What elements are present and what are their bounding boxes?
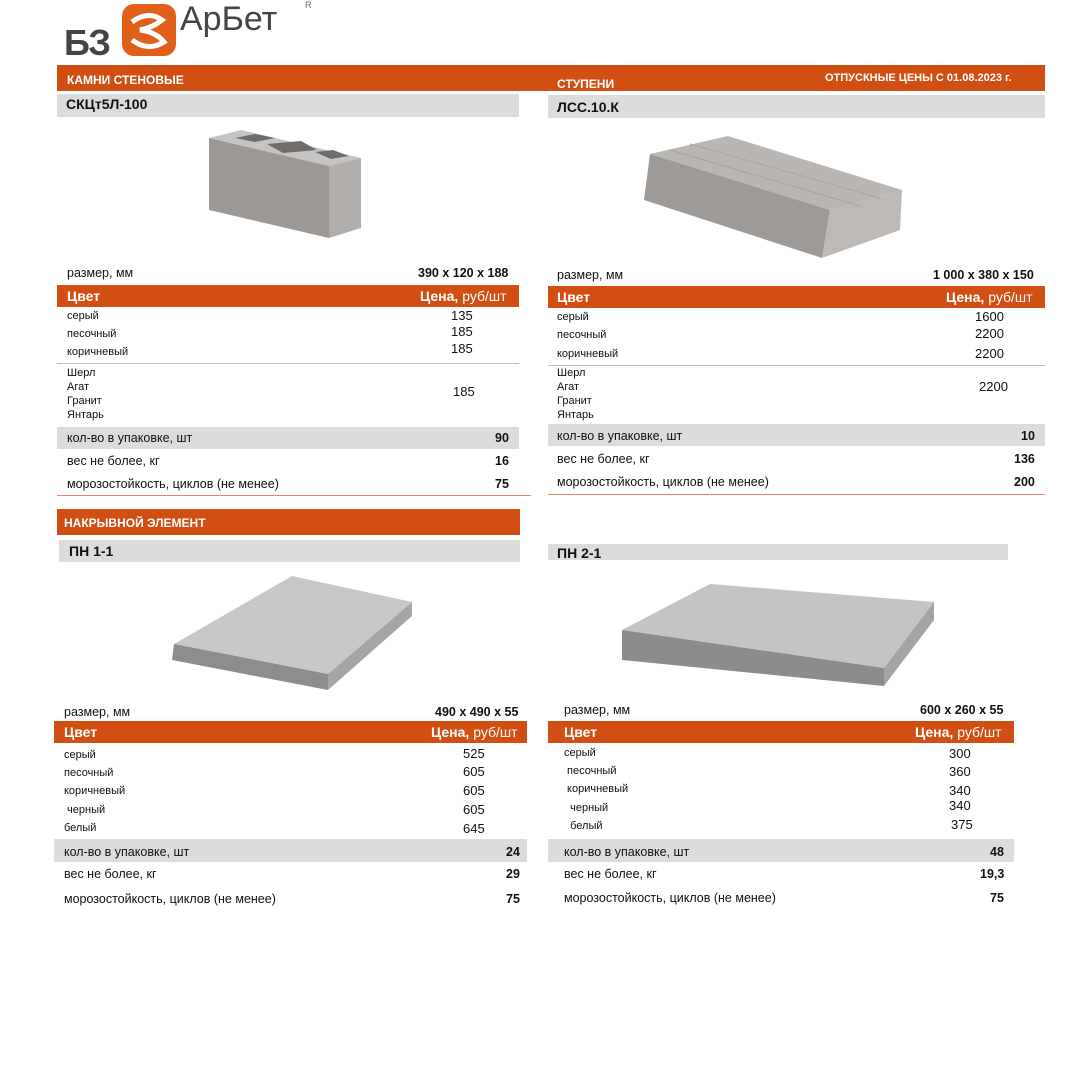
color-price: 185: [451, 324, 473, 339]
color-price: 375: [951, 817, 973, 832]
color-name: коричневый: [64, 785, 126, 797]
size-label: размер, мм: [557, 268, 624, 282]
frost-value: 200: [1014, 475, 1035, 489]
color-name: коричневый: [67, 346, 129, 358]
color-name: песочный: [64, 767, 114, 779]
divider: [57, 363, 519, 364]
color-price: 2200: [975, 346, 1004, 361]
color-price: 360: [949, 764, 971, 779]
model-band: [548, 544, 1008, 560]
color-name: коричневый: [557, 348, 619, 360]
weight-label: вес не более, кг: [557, 452, 650, 466]
pack-label: кол-во в упаковке, шт: [557, 429, 683, 443]
color-name: серый: [564, 747, 596, 759]
group-color-name: Шерл: [557, 367, 586, 379]
size-label: размер, мм: [67, 266, 134, 280]
col-color: Цвет: [557, 289, 591, 305]
color-price: 605: [463, 764, 485, 779]
col-color: Цвет: [564, 724, 598, 740]
frost-label: морозостойкость, циклов (не менее): [64, 892, 276, 906]
group-color-name: Агат: [557, 381, 580, 393]
section-title-walls: КАМНИ СТЕНОВЫЕ: [67, 73, 184, 87]
model-name: ПН 2-1: [557, 545, 602, 561]
weight-value: 19,3: [980, 867, 1005, 881]
color-price: 645: [463, 821, 485, 836]
cover-slab-image: [618, 582, 938, 688]
pack-label: кол-во в упаковке, шт: [564, 845, 690, 859]
col-price: Цена, руб/шт: [946, 289, 1033, 305]
pack-value: 48: [990, 845, 1004, 859]
color-name: черный: [564, 802, 609, 814]
col-color: Цвет: [67, 288, 101, 304]
model-band: [548, 95, 1045, 118]
frost-label: морозостойкость, циклов (не менее): [564, 891, 776, 905]
col-price: Цена, руб/шт: [420, 288, 507, 304]
pack-value: 10: [1021, 429, 1035, 443]
frost-label: морозостойкость, циклов (не менее): [67, 477, 279, 491]
weight-value: 136: [1014, 452, 1035, 466]
frost-value: 75: [990, 891, 1004, 905]
color-price: 605: [463, 802, 485, 817]
color-name: песочный: [564, 765, 617, 777]
group-color-name: Шерл: [67, 367, 96, 379]
logo-swoosh-icon: [118, 2, 180, 58]
prices-date-note: ОТПУСКНЫЕ ЦЕНЫ С 01.08.2023 г.: [825, 72, 1012, 84]
group-color-name: Гранит: [557, 395, 592, 407]
size-label: размер, мм: [64, 705, 131, 719]
size-value: 1 000 х 380 х 150: [933, 268, 1034, 282]
divider: [548, 365, 1045, 366]
color-price: 340: [949, 783, 971, 798]
col-color: Цвет: [64, 724, 98, 740]
size-value: 600 х 260 х 55: [920, 703, 1004, 717]
col-price: Цена, руб/шт: [431, 724, 518, 740]
model-name: ЛСС.10.К: [557, 99, 619, 115]
group-color-name: Агат: [67, 381, 90, 393]
col-price: Цена, руб/шт: [915, 724, 1002, 740]
model-name: ПН 1-1: [69, 543, 114, 559]
pack-label: кол-во в упаковке, шт: [67, 431, 193, 445]
color-name: белый: [64, 822, 97, 834]
color-name: песочный: [557, 329, 607, 341]
color-price: 185: [451, 341, 473, 356]
group-color-name: Янтарь: [67, 409, 104, 421]
size-label: размер, мм: [564, 703, 631, 717]
color-price: 340: [949, 798, 971, 813]
color-price: 2200: [975, 326, 1004, 341]
color-price: 605: [463, 783, 485, 798]
divider: [548, 494, 1045, 495]
cover-slab-image: [168, 574, 416, 692]
weight-value: 29: [506, 867, 520, 881]
color-price: 525: [463, 746, 485, 761]
weight-label: вес не более, кг: [67, 454, 160, 468]
color-price: 300: [949, 746, 971, 761]
color-price: 1600: [975, 309, 1004, 324]
color-name: серый: [67, 310, 99, 322]
weight-label: вес не более, кг: [564, 867, 657, 881]
weight-label: вес не более, кг: [64, 867, 157, 881]
pack-label: кол-во в упаковке, шт: [64, 845, 190, 859]
color-price: 135: [451, 308, 473, 323]
frost-label: морозостойкость, циклов (не менее): [557, 475, 769, 489]
weight-value: 16: [495, 454, 509, 468]
step-image: [640, 134, 904, 260]
frost-value: 75: [495, 477, 509, 491]
section-title-steps: СТУПЕНИ: [557, 77, 615, 91]
color-name: коричневый: [564, 783, 629, 795]
group-color-name: Гранит: [67, 395, 102, 407]
group-color-name: Янтарь: [557, 409, 594, 421]
block-image: [205, 128, 365, 246]
color-name: белый: [564, 820, 603, 832]
logo-mark: БЗ: [64, 22, 110, 63]
group-price: 2200: [979, 379, 1008, 394]
color-name: серый: [557, 311, 589, 323]
model-band: [59, 540, 520, 562]
divider: [57, 495, 531, 496]
pack-value: 24: [506, 845, 520, 859]
logo-reg: R: [305, 0, 312, 10]
model-name: СКЦт5Л-100: [66, 96, 148, 112]
logo: [62, 0, 322, 62]
frost-value: 75: [506, 892, 520, 906]
size-value: 390 х 120 х 188: [418, 266, 509, 280]
group-price: 185: [453, 384, 475, 399]
section-title-cover: НАКРЫВНОЙ ЭЛЕМЕНТ: [64, 516, 206, 530]
pack-value: 90: [495, 431, 509, 445]
color-name: серый: [64, 749, 96, 761]
color-name: черный: [64, 804, 106, 816]
color-name: песочный: [67, 328, 117, 340]
size-value: 490 х 490 х 55: [435, 705, 519, 719]
logo-name: АрБет: [180, 0, 278, 38]
